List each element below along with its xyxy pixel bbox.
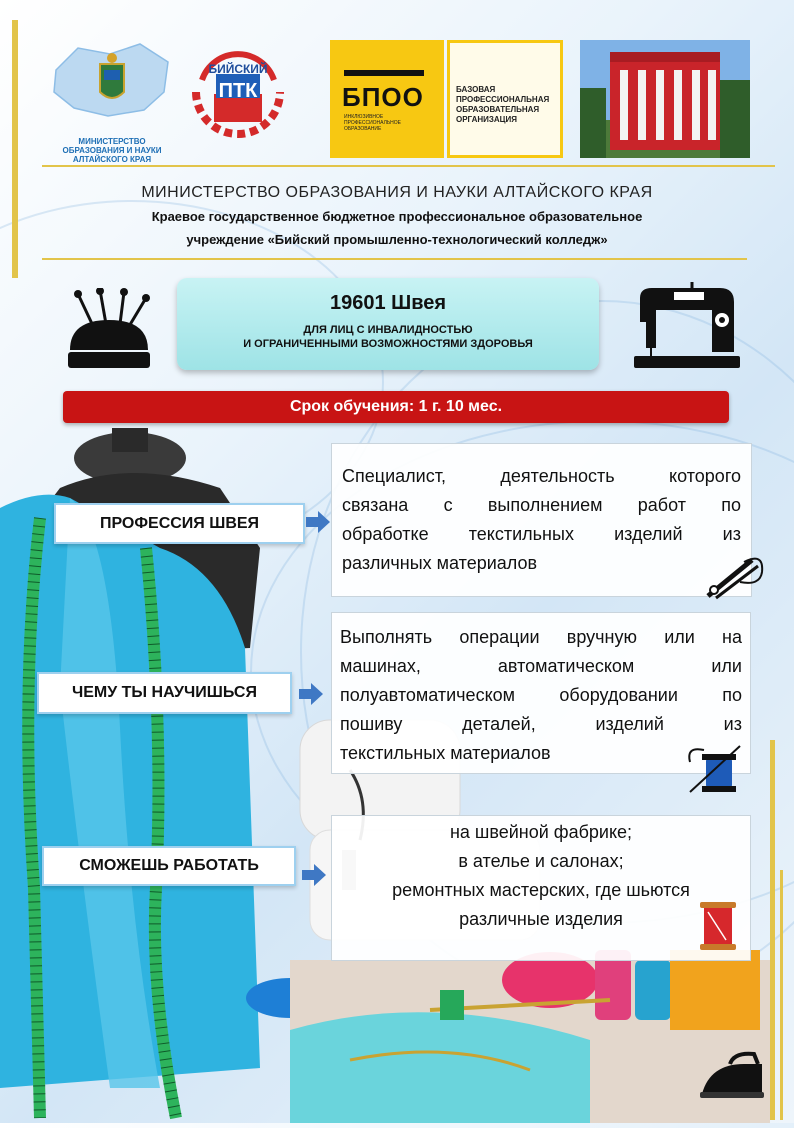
course-subtitle-1: ДЛЯ ЛИЦ С ИНВАЛИДНОСТЬЮ [303,324,473,336]
learning-text-line: полуавтоматическом оборудовании по [340,685,742,705]
workplace-item: ремонтных мастерских, где шьются [392,880,690,900]
arrow-right-icon [306,511,332,533]
college-name-line2: учреждение «Бийский промышленно-технологический колледж» [186,232,608,247]
label-what-you-learn: ЧЕМУ ТЫ НАУЧИШЬСЯ [37,672,292,714]
gold-rule-right-2 [780,870,783,1120]
course-title-panel [177,278,599,370]
arrow-right-icon [302,864,328,886]
course-subtitle-2: И ОГРАНИЧЕННЫМИ ВОЗМОЖНОСТЯМИ ЗДОРОВЬЯ [243,338,533,350]
workplace-item: на швейной фабрике; [449,822,633,842]
college-building-photo [580,40,750,158]
bpoo-logo [330,40,444,158]
thread-spool-icon [696,900,740,954]
label-where-to-work: СМОЖЕШЬ РАБОТАТЬ [42,846,296,886]
bpoo-side-text: БАЗОВАЯ ПРОФЕССИОНАЛЬНАЯ ОБРАЗОВАТЕЛЬНАЯ ОРГАНИЗАЦИЯ [456,85,550,124]
pincushion-icon [64,288,154,372]
label-profession: ПРОФЕССИЯ ШВЕЯ [54,503,305,544]
profession-description-box [331,443,752,597]
gold-rule-top [42,165,775,167]
learning-text-line: текстильных материалов [340,743,551,763]
sewing-machine-icon [634,282,740,372]
gold-rule-right [770,740,775,1120]
gold-rule-header [42,258,747,260]
needle-thread-icon [704,552,766,600]
duration-banner: Срок обучения: 1 г. 10 мес. [63,391,729,423]
ministry-logo [48,40,176,164]
bpoo-small-text: ИНКЛЮЗИВНОЕ ПРОФЕССИОНАЛЬНОЕ ОБРАЗОВАНИЕ [344,114,402,132]
building-icon [580,40,750,158]
ptk-logo [188,40,288,158]
workplace-item: различные изделия [459,909,623,929]
college-name-line1: Краевое государственное бюджетное профессиональное образовательное [151,209,643,224]
altai-map-icon [48,40,176,120]
ministry-logo-text: МИНИСТЕРСТВО ОБРАЗОВАНИЯ И НАУКИ АЛТАЙСКОГО КРАЯ [62,137,162,164]
profession-text-line: различных материалов [342,553,538,573]
ptk-main-label: ПТК [218,80,258,102]
profession-text-line: связана с выполнением работ по [342,495,741,515]
arrow-right-icon [299,683,325,705]
profession-text-line: обработке текстильных изделий из [342,524,741,544]
learning-text-line: машинах, автоматическом или [340,656,742,676]
workplace-item: в ателье и салонах; [458,851,624,871]
course-title: 19601 Швея [329,292,447,314]
profession-text-line: Специалист, деятельность которого [342,466,741,486]
bpoo-title: БПОО [342,82,424,112]
bpoo-stripe [344,70,424,76]
ptk-top-label: БИЙСКИЙ [208,62,268,76]
workplaces-box [331,815,751,961]
ministry-heading: МИНИСТЕРСТВО ОБРАЗОВАНИЯ И НАУКИ АЛТАЙСКОГО КРАЯ [141,184,653,201]
bpoo-side-box [447,40,563,158]
spool-icon [684,742,746,794]
iron-icon [700,1050,766,1100]
learning-text-line: пошиву деталей, изделий из [340,714,742,734]
learning-text-line: Выполнять операции вручную или на [340,627,742,647]
